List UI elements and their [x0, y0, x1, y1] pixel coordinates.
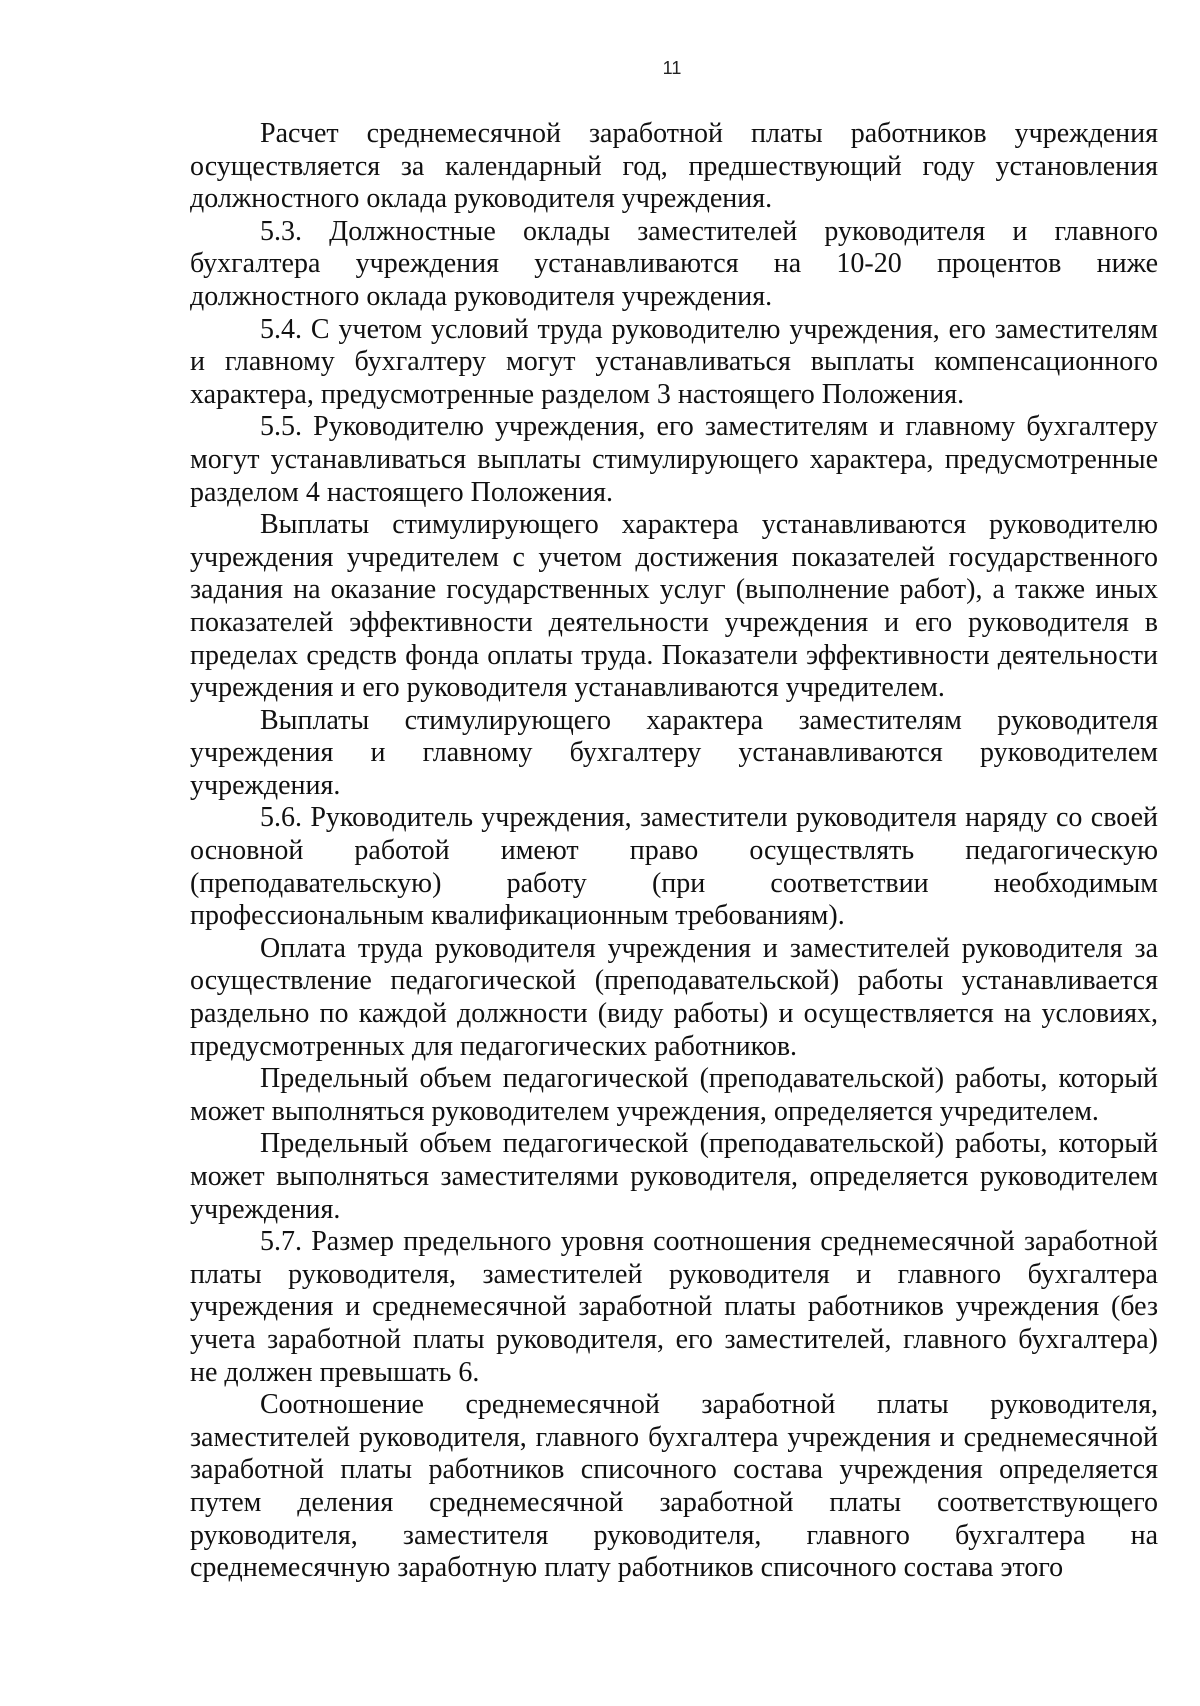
paragraph-teaching-pay: Оплата труда руководителя учреждения и заместителей руководителя за осуществление педагогической (преподавательской) работы устанавливается раздельно по каждой должности (виду работы) и осуществляется на условиях, предусмотренных для педагогических работников.	[190, 932, 1158, 1062]
paragraph-5-3: 5.3. Должностные оклады заместителей руководителя и главного бухгалтера учреждения устанавливаются на 10-20 процентов ниже должностного оклада руководителя учреждения.	[190, 215, 1158, 312]
paragraph-5-7: 5.7. Размер предельного уровня соотношения среднемесячной заработной платы руководителя, заместителей руководителя и главного бухгалтера учреждения и среднемесячной заработной платы работников учреждения (без учета заработной платы руководителя, его заместителей, главного бухгалтера) не должен превышать 6.	[190, 1226, 1158, 1388]
paragraph-5-6: 5.6. Руководитель учреждения, заместители руководителя наряду со своей основной работой имеют право осуществлять педагогическую (преподавательскую) работу (при соответствии необходимым профессиональным квалификационным требованиям).	[190, 802, 1158, 932]
paragraph-salary-calculation: Расчет среднемесячной заработной платы работников учреждения осуществляется за календарный год, предшествующий году установления должностного оклада руководителя учреждения.	[190, 118, 1158, 215]
paragraph-5-5: 5.5. Руководителю учреждения, его заместителям и главному бухгалтеру могут устанавливаться выплаты стимулирующего характера, предусмотренные разделом 4 настоящего Положения.	[190, 411, 1158, 508]
paragraph-5-4: 5.4. С учетом условий труда руководителю учреждения, его заместителям и главному бухгалтеру могут устанавливаться выплаты компенсационного характера, предусмотренные разделом 3 настоящего Положения.	[190, 313, 1158, 410]
paragraph-incentive-payments-deputies: Выплаты стимулирующего характера заместителям руководителя учреждения и главному бухгалтеру устанавливаются руководителем учреждения.	[190, 704, 1158, 801]
paragraph-teaching-limit-head: Предельный объем педагогической (преподавательской) работы, который может выполняться руководителем учреждения, определяется учредителем.	[190, 1063, 1158, 1127]
paragraph-incentive-payments-head: Выплаты стимулирующего характера устанавливаются руководителю учреждения учредителем с учетом достижения показателей государственного задания на оказание государственных услуг (выполнение работ), а также иных показателей эффективности деятельности учреждения и его руководителя в пределах средств фонда оплаты труда. Показатели эффективности деятельности учреждения и его руководителя устанавливаются учредителем.	[190, 509, 1158, 704]
paragraph-ratio-definition: Соотношение среднемесячной заработной платы руководителя, заместителей руководителя, главного бухгалтера учреждения и среднемесячной заработной платы работников списочного состава учреждения определяется путем деления среднемесячной заработной платы соответствующего руководителя, заместителя руководителя, главного бухгалтера на среднемесячную заработную плату работников списочного состава этого	[190, 1389, 1158, 1584]
page-number: 11	[662, 58, 682, 78]
document-body	[190, 118, 1158, 1585]
paragraph-teaching-limit-deputies: Предельный объем педагогической (преподавательской) работы, который может выполняться заместителями руководителя, определяется руководителем учреждения.	[190, 1128, 1158, 1225]
